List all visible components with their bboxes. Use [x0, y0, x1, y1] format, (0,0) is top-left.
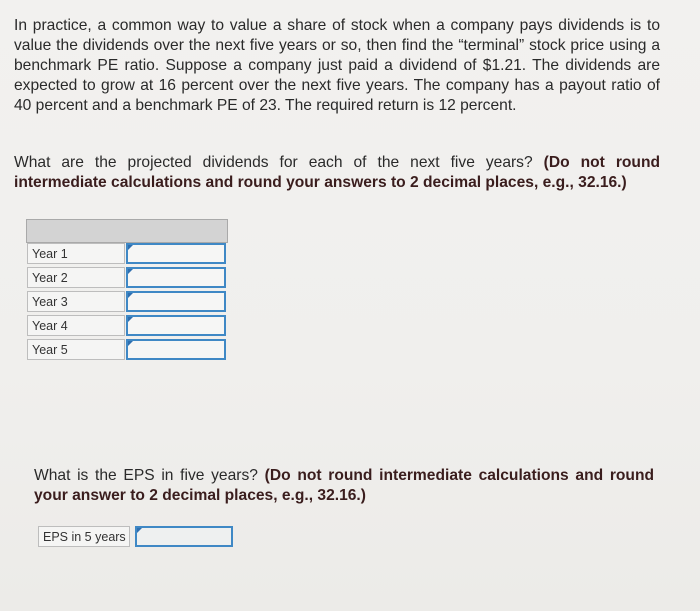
input-flag-icon: [128, 245, 133, 250]
dividend-row-year-5: [27, 339, 227, 362]
eps-label: EPS in 5 years: [38, 526, 130, 547]
dividend-year-5-input[interactable]: [126, 339, 226, 360]
dividend-year-1-input[interactable]: [126, 243, 226, 264]
dividend-year-3-input[interactable]: [126, 291, 226, 312]
dividend-row-label: Year 4: [27, 315, 125, 336]
eps-input[interactable]: [135, 526, 233, 547]
question-eps-instruction: (Do not round intermediate calculations and round your answer to 2 decimal places, e.g., 32.16.): [34, 467, 654, 504]
input-flag-icon: [128, 293, 133, 298]
input-flag-icon: [137, 528, 142, 533]
dividend-year-4-input[interactable]: [126, 315, 226, 336]
problem-statement: In practice, a common way to value a share of stock when a company pays dividends is to value the dividends over the next five years or so, then find the “terminal” stock price using a benchmark PE ratio. Suppose a company just paid a dividend of $1.21. The dividends are expected to grow at 16 percent over the next five years. The company has a payout ratio of 40 percent and a benchmark PE of 23. The required return is 12 percent.: [14, 17, 660, 114]
question-eps: [34, 466, 654, 506]
question-dividends-instruction: (Do not round intermediate calculations and round your answers to 2 decimal places, e.g., 32.16.): [14, 154, 660, 191]
dividend-row-year-2: [27, 267, 227, 290]
question-dividends: [14, 153, 660, 193]
dividend-row-label: Year 5: [27, 339, 125, 360]
input-flag-icon: [128, 341, 133, 346]
question-eps-text: What is the EPS in five years?: [34, 467, 258, 484]
input-flag-icon: [128, 269, 133, 274]
question-dividends-text: What are the projected dividends for each of the next five years?: [14, 154, 533, 171]
dividend-year-2-input[interactable]: [126, 267, 226, 288]
dividend-row-label: Year 1: [27, 243, 125, 264]
dividend-row-label: Year 3: [27, 291, 125, 312]
dividend-row-label: Year 2: [27, 267, 125, 288]
eps-row: [38, 526, 233, 547]
dividend-table-header: [26, 219, 228, 243]
dividend-row-year-3: [27, 291, 227, 314]
dividend-row-year-4: [27, 315, 227, 338]
dividend-row-year-1: [27, 243, 227, 266]
input-flag-icon: [128, 317, 133, 322]
